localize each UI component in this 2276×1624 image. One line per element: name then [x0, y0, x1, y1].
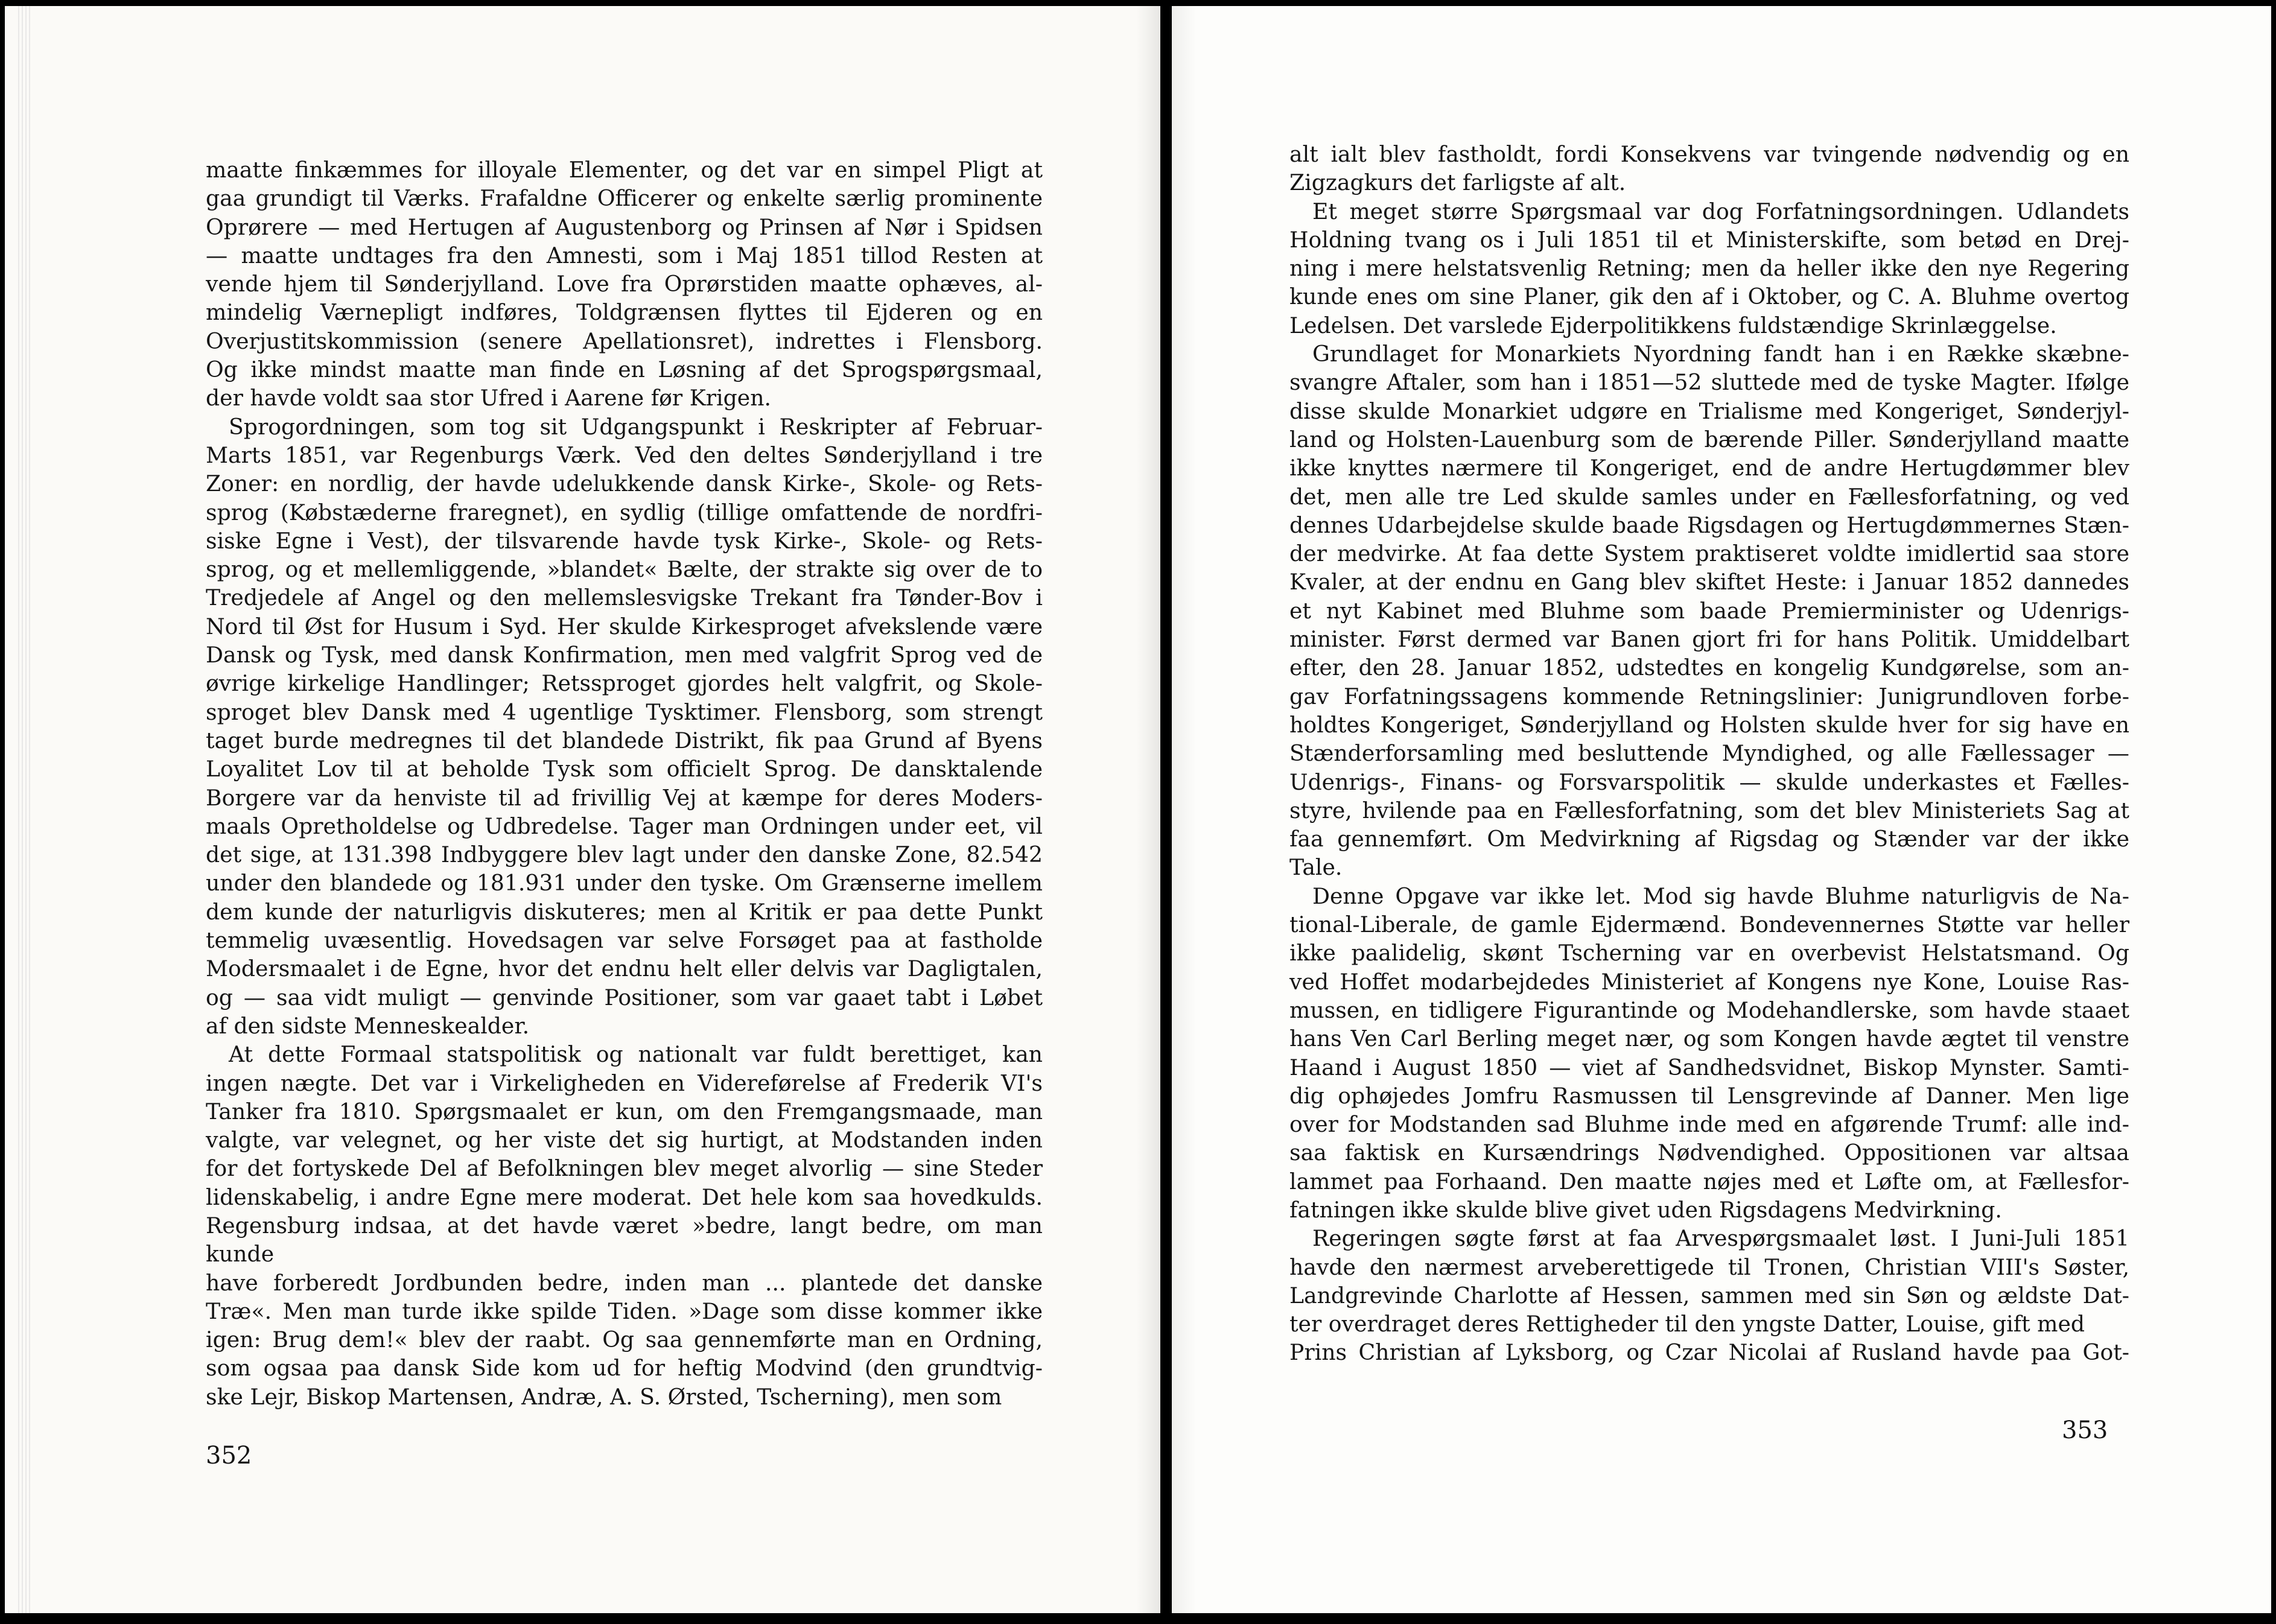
- text-line: det, men alle tre Led skulde samles under en Fællesforfatning, og ved: [1289, 483, 2129, 510]
- text-line: Dansk og Tysk, med dansk Konfirmation, men med valgfrit Sprog ved de: [206, 642, 1043, 668]
- text-line: efter, den 28. Januar 1852, udstedtes en kongelig Kundgørelse, som an-: [1289, 655, 2129, 681]
- text-line: disse skulde Monarkiet udgøre en Trialisme med Kongeriget, Sønderjyl-: [1289, 398, 2129, 424]
- text-line: Haand i August 1850 — viet af Sandhedsvidnet, Biskop Mynster. Samti-: [1289, 1054, 2129, 1080]
- text-line: sprog (Købstæderne fraregnet), en sydlig (tillige omfattende de nordfri-: [206, 499, 1043, 525]
- text-line: over for Modstanden sad Bluhme inde med en afgørende Trumf: alle ind-: [1289, 1111, 2129, 1138]
- text-line: dig ophøjedes Jomfru Rasmussen til Lensgrevinde af Danner. Men lige: [1289, 1082, 2129, 1109]
- text-line: der havde voldt saa stor Ufred i Aarene før Krigen.: [206, 385, 772, 411]
- text-line: have forberedt Jordbunden bedre, inden man ... plantede det danske: [206, 1269, 1043, 1296]
- text-line: af den sidste Menneskealder.: [206, 1012, 530, 1039]
- text-line: Zigzagkurs det farligste af alt.: [1289, 170, 1626, 196]
- text-line: At dette Formaal statspolitisk og nationalt var fuldt berettiget, kan: [229, 1041, 1043, 1068]
- text-line: — maatte undtages fra den Amnesti, som i Maj 1851 tillod Resten at: [206, 242, 1043, 268]
- text-line: Udenrigs-, Finans- og Forsvarspolitik — skulde underkastes et Fælles-: [1289, 769, 2129, 795]
- gutter-shadow: [1136, 6, 1160, 1613]
- text-line: lammet paa Forhaand. Den maatte nøjes med et Løfte om, at Fællesfor-: [1289, 1168, 2129, 1194]
- text-line: dennes Udarbejdelse skulde baade Rigsdagen og Hertugdømmernes Stæn-: [1289, 512, 2129, 538]
- text-line: sproget blev Dansk med 4 ugentlige Tysktimer. Flensborg, som strengt: [206, 699, 1043, 725]
- text-line: Træ«. Men man turde ikke spilde Tiden. »Dage som disse kommer ikke: [206, 1298, 1043, 1324]
- text-line: mussen, en tidligere Figurantinde og Modehandlerske, som havde staaet: [1289, 997, 2129, 1023]
- text-line: land og Holsten-Lauenburg som de bærende Piller. Sønderjylland maatte: [1289, 426, 2129, 452]
- page-edge-lines: [18, 6, 31, 1613]
- text-line: Ledelsen. Det varslede Ejderpolitikkens fuldstændige Skrinlæggelse.: [1289, 312, 2057, 338]
- text-line: der medvirke. At faa dette System praktiseret voldte imidlertid saa store: [1289, 541, 2129, 567]
- text-line: styre, hvilende paa en Fællesforfatning, som det blev Ministeriets Sag at: [1289, 797, 2129, 823]
- text-line: et nyt Kabinet med Bluhme som baade Premierminister og Udenrigs-: [1289, 597, 2129, 624]
- text-line: vende hjem til Sønderjylland. Love fra Oprørstiden maatte ophæves, al-: [206, 271, 1043, 297]
- text-line: Holdning tvang os i Juli 1851 til et Ministerskifte, som betød en Drej-: [1289, 226, 2129, 253]
- text-line: Regensburg indsaa, at det havde været »bedre, langt bedre, om man kunde: [206, 1212, 1043, 1267]
- text-line: maals Opretholdelse og Udbredelse. Tager man Ordningen under eet, vil: [206, 813, 1043, 839]
- text-line: Landgrevinde Charlotte af Hessen, sammen med sin Søn og ældste Dat-: [1289, 1282, 2129, 1308]
- text-line: ter overdraget deres Rettigheder til den yngste Datter, Louise, gift med: [1289, 1311, 2085, 1337]
- text-line: Stænderforsamling med besluttende Myndighed, og alle Fællessager —: [1289, 740, 2129, 767]
- right-page: [1172, 6, 2271, 1613]
- text-line: øvrige kirkelige Handlinger; Retssproget gjordes helt valgfrit, og Skole-: [206, 670, 1043, 697]
- text-line: Et meget større Spørgsmaal var dog Forfatningsordningen. Udlandets: [1312, 198, 2129, 224]
- text-line: saa faktisk en Kursændrings Nødvendighed. Oppositionen var altsaa: [1289, 1140, 2129, 1166]
- text-line: Oprørere — med Hertugen af Augustenborg og Prinsen af Nør i Spidsen: [206, 214, 1043, 240]
- text-line: Loyalitet Lov til at beholde Tysk som officielt Sprog. De dansktalende: [206, 756, 1043, 782]
- right-text-column: [1289, 140, 2129, 1367]
- text-line: ikke knyttes nærmere til Kongeriget, end de andre Hertugdømmer blev: [1289, 455, 2129, 481]
- text-line: Zoner: en nordlig, der havde udelukkende dansk Kirke-, Skole- og Rets-: [206, 471, 1043, 497]
- gutter-shadow: [1172, 6, 1196, 1613]
- text-line: Sprogordningen, som tog sit Udgangspunkt i Reskripter af Februar-: [229, 413, 1043, 440]
- text-line: Overjustitskommission (senere Apellationsret), indrettes i Flensborg.: [206, 328, 1043, 354]
- text-line: Tredjedele af Angel og den mellemslesvigske Trekant fra Tønder-Bov i: [206, 585, 1043, 611]
- text-line: holdtes Kongeriget, Sønderjylland og Holsten skulde hver for sig have en: [1289, 711, 2129, 738]
- text-line: faa gennemført. Om Medvirkning af Rigsdag og Stænder var der ikke: [1289, 826, 2129, 852]
- text-line: Tanker fra 1810. Spørgsmaalet er kun, om den Fremgangsmaade, man: [206, 1098, 1043, 1124]
- text-line: taget burde medregnes til det blandede Distrikt, fik paa Grund af Byens: [206, 727, 1043, 753]
- text-line: Regeringen søgte først at faa Arvespørgsmaalet løst. I Juni-Juli 1851: [1312, 1225, 2129, 1252]
- text-line: Modersmaalet i de Egne, hvor det endnu helt eller delvis var Dagligtalen,: [206, 956, 1043, 982]
- text-line: tional-Liberale, de gamle Ejdermænd. Bondevennernes Støtte var heller: [1289, 912, 2129, 938]
- right-page-number: 353: [2062, 1416, 2108, 1444]
- text-line: ikke paalidelig, skønt Tscherning var en overbevist Helstatsmand. Og: [1289, 940, 2129, 966]
- text-line: Og ikke mindst maatte man finde en Løsning af det Sprogspørgsmaal,: [206, 357, 1043, 383]
- text-line: Marts 1851, var Regenburgs Værk. Ved den deltes Sønderjylland i tre: [206, 442, 1043, 468]
- text-line: ning i mere helstatsvenlig Retning; men da heller ikke den nye Regering: [1289, 255, 2129, 282]
- text-line: Tale.: [1289, 854, 1343, 881]
- text-line: hans Ven Carl Berling meget nær, og som Kongen havde ægtet til venstre: [1289, 1026, 2129, 1052]
- text-line: mindelig Værnepligt indføres, Toldgrænsen flyttes til Ejderen og en: [206, 299, 1043, 326]
- text-line: gaa grundigt til Værks. Frafaldne Officerer og enkelte særlig prominente: [206, 185, 1043, 212]
- text-line: siske Egne i Vest), der tilsvarende havde tysk Kirke-, Skole- og Rets-: [206, 527, 1043, 554]
- text-line: igen: Brug dem!« blev der raabt. Og saa gennemførte man en Ordning,: [206, 1327, 1043, 1353]
- text-line: Denne Opgave var ikke let. Mod sig havde Bluhme naturligvis de Na-: [1312, 883, 2129, 909]
- text-line: Nord til Øst for Husum i Syd. Her skulde Kirkesproget afvekslende være: [206, 613, 1043, 639]
- text-line: under den blandede og 181.931 under den tyske. Om Grænserne imellem: [206, 870, 1043, 896]
- text-line: ske Lejr, Biskop Martensen, Andræ, A. S. Ørsted, Tscherning), men som: [206, 1383, 1002, 1410]
- text-line: som ogsaa paa dansk Side kom ud for heftig Modvind (den grundtvig-: [206, 1355, 1043, 1381]
- left-text-column: [206, 156, 1043, 1411]
- text-line: minister. Først dermed var Banen gjort fri for hans Politik. Umiddelbart: [1289, 626, 2129, 653]
- text-line: gav Forfatningssagens kommende Retningslinier: Junigrundloven forbe-: [1289, 683, 2129, 709]
- text-line: Borgere var da henviste til ad frivillig Vej at kæmpe for deres Moders-: [206, 784, 1043, 811]
- text-line: maatte finkæmmes for illoyale Elementer, og det var en simpel Pligt at: [206, 157, 1043, 183]
- text-line: kunde enes om sine Planer, gik den af i Oktober, og C. A. Bluhme overtog: [1289, 284, 2129, 310]
- text-line: lidenskabelig, i andre Egne mere moderat. Det hele kom saa hovedkulds.: [206, 1184, 1043, 1210]
- left-page: [5, 6, 1160, 1613]
- text-line: dem kunde der naturligvis diskuteres; men al Kritik er paa dette Punkt: [206, 898, 1043, 925]
- text-line: Prins Christian af Lyksborg, og Czar Nicolai af Rusland havde paa Got-: [1289, 1339, 2129, 1366]
- text-line: sprog, og et mellemliggende, »blandet« Bælte, der strakte sig over de to: [206, 556, 1043, 583]
- text-line: Grundlaget for Monarkiets Nyordning fandt han i en Række skæbne-: [1312, 341, 2129, 367]
- text-line: havde den nærmest arveberettigede til Tronen, Christian VIII's Søster,: [1289, 1254, 2129, 1280]
- left-page-number: 352: [206, 1442, 252, 1470]
- text-line: ingen nægte. Det var i Virkeligheden en Videreførelse af Frederik VI's: [206, 1070, 1043, 1096]
- text-line: ved Hoffet modarbejdedes Ministeriet af Kongens nye Kone, Louise Ras-: [1289, 968, 2129, 995]
- text-line: svangre Aftaler, som han i 1851—52 sluttede med de tyske Magter. Ifølge: [1289, 369, 2129, 396]
- text-line: det sige, at 131.398 Indbyggere blev lagt under den danske Zone, 82.542: [206, 842, 1043, 868]
- text-line: valgte, var velegnet, og her viste det sig hurtigt, at Modstanden inden: [206, 1127, 1043, 1153]
- text-line: Kvaler, at der endnu en Gang blev skiftet Heste: i Januar 1852 dannedes: [1289, 569, 2129, 595]
- text-line: for det fortyskede Del af Befolkningen blev meget alvorlig — sine Steder: [206, 1155, 1043, 1182]
- text-line: og — saa vidt muligt — genvinde Positioner, som var gaaet tabt i Løbet: [206, 984, 1043, 1010]
- text-line: alt ialt blev fastholdt, fordi Konsekvens var tvingende nødvendig og en: [1289, 141, 2129, 167]
- text-line: temmelig uvæsentlig. Hovedsagen var selve Forsøget paa at fastholde: [206, 927, 1043, 954]
- text-line: fatningen ikke skulde blive givet uden Rigsdagens Medvirkning.: [1289, 1196, 2002, 1223]
